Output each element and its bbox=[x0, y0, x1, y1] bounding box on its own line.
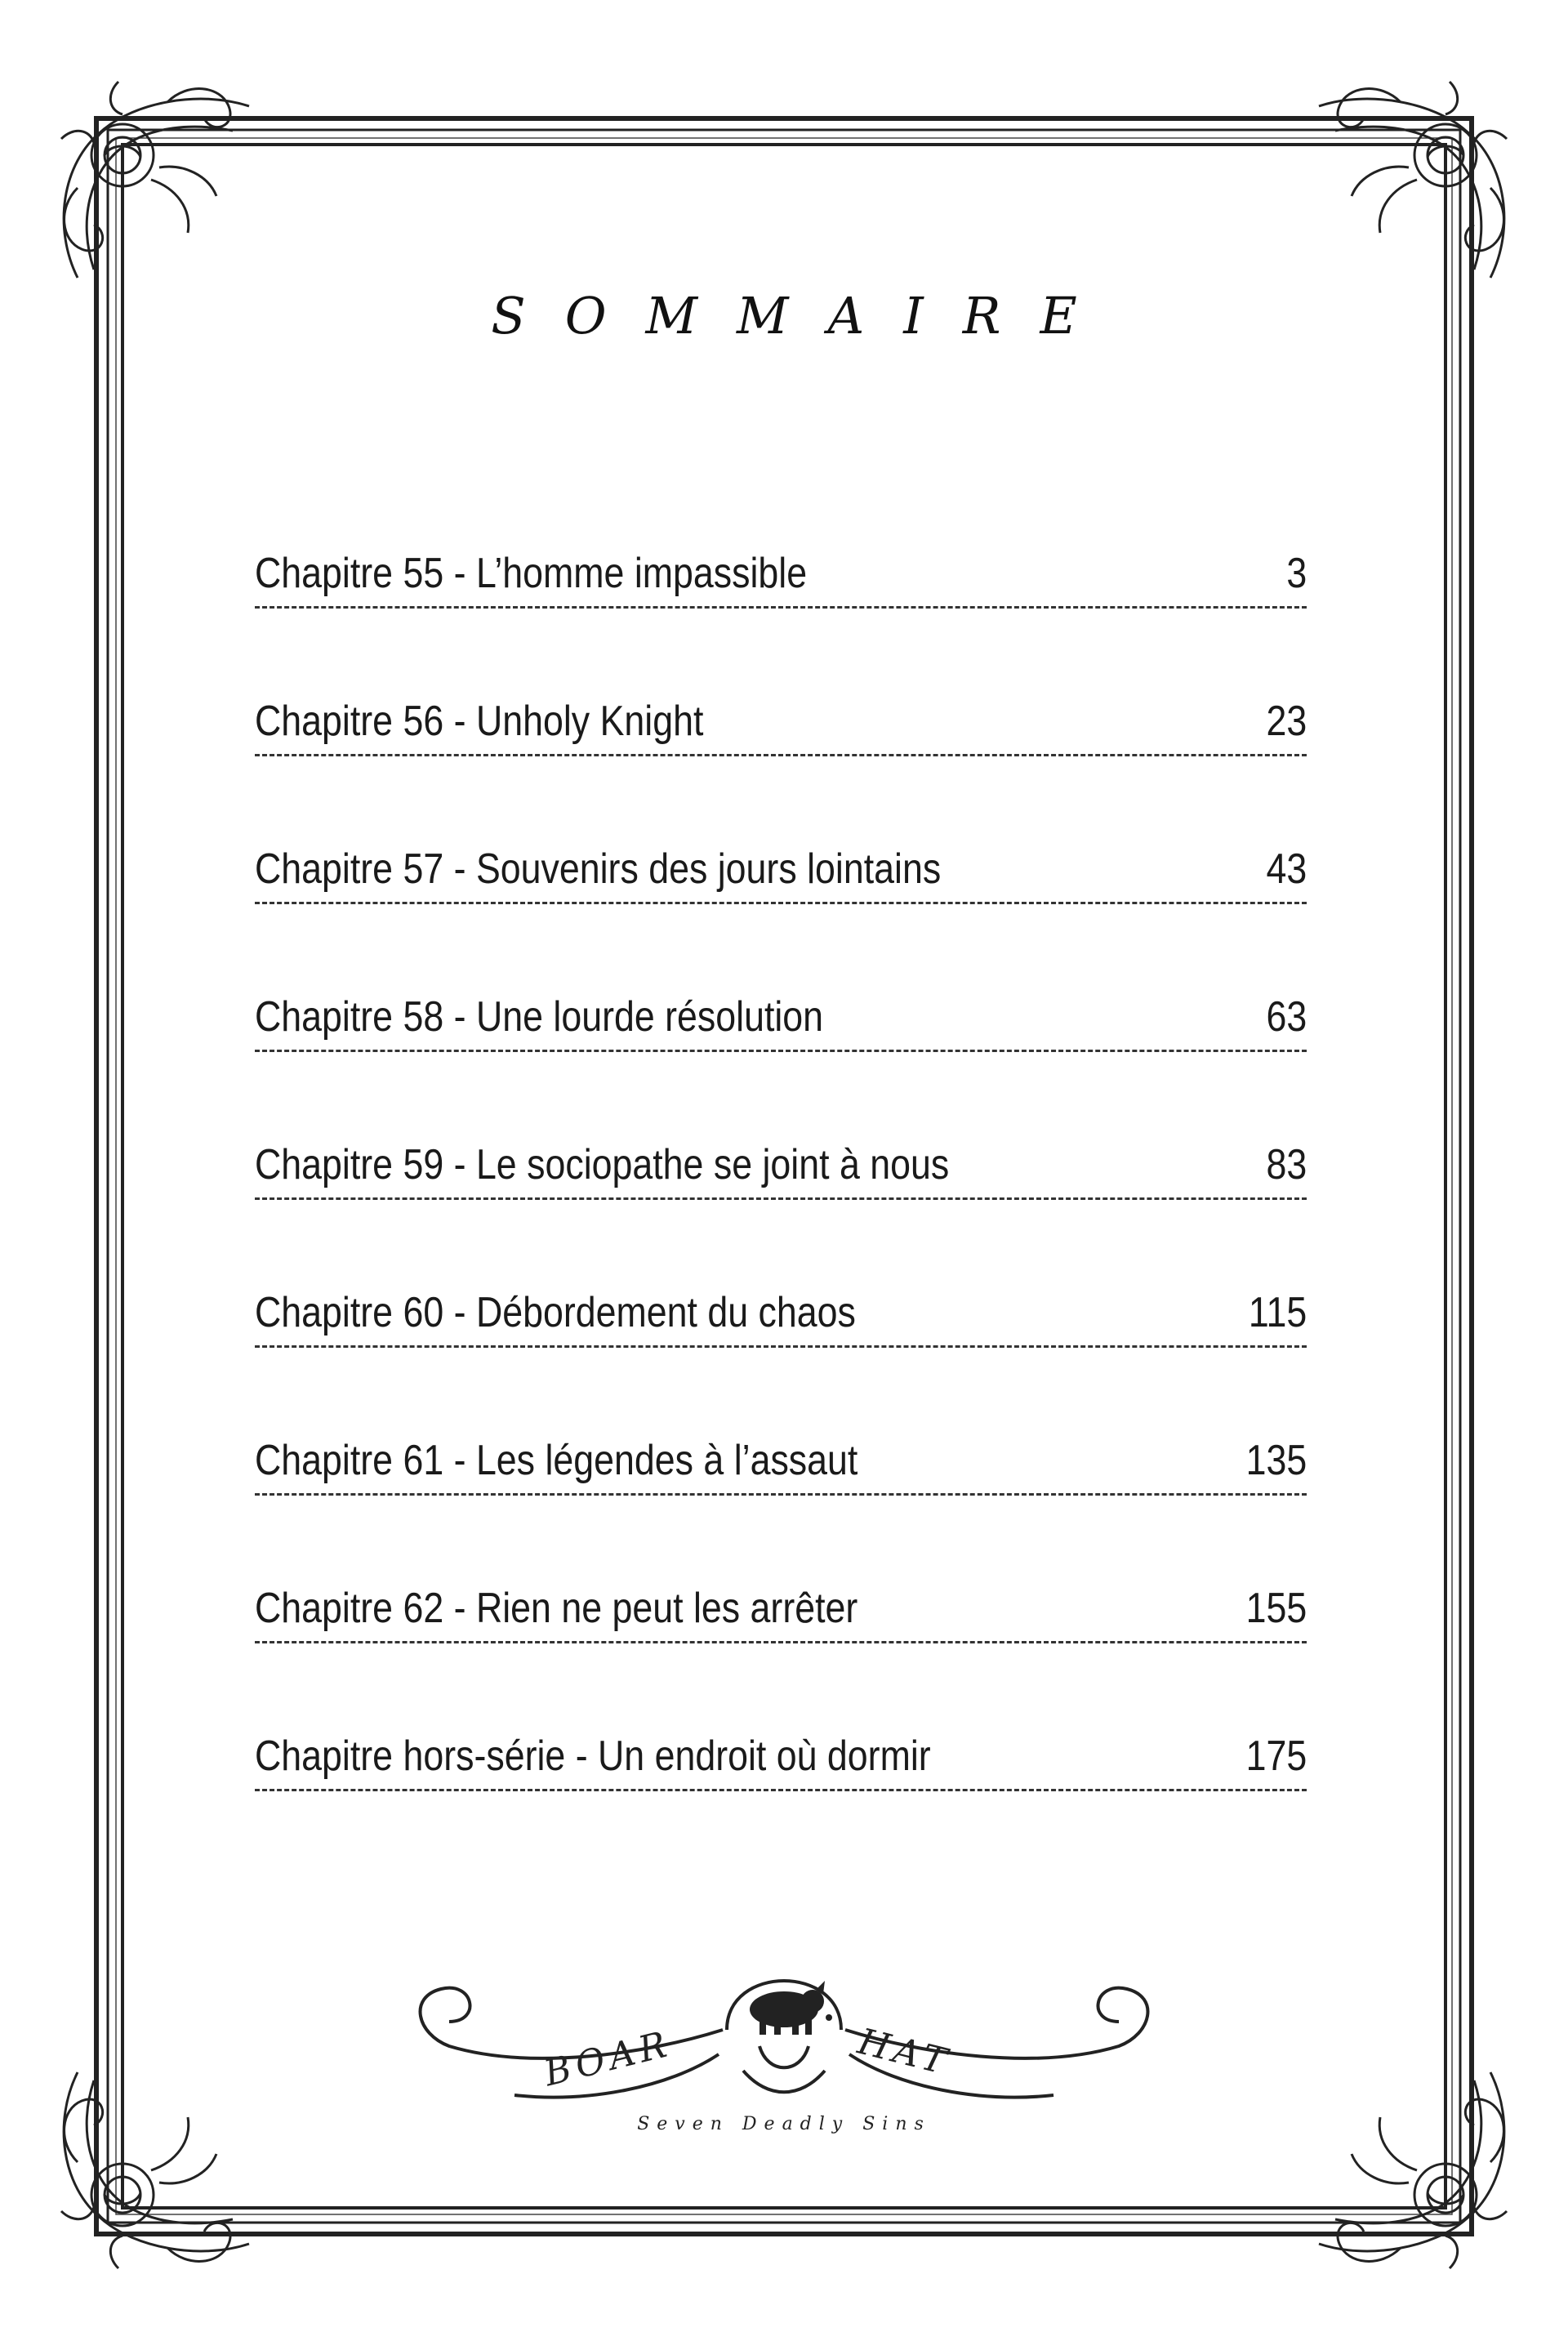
dashed-leader bbox=[255, 1493, 1307, 1496]
toc-entry-label: Chapitre 56 - Unholy Knight bbox=[255, 698, 704, 745]
toc-entry-page: 43 bbox=[1266, 845, 1307, 893]
page-title: SOMMAIRE bbox=[491, 286, 1116, 346]
toc-entry[interactable] bbox=[255, 976, 1307, 1124]
toc-entry-page: 63 bbox=[1266, 993, 1307, 1041]
logo-subtitle: Seven Deadly Sins bbox=[637, 2114, 931, 2134]
toc-entry[interactable] bbox=[255, 1272, 1307, 1420]
boar-hat-logo bbox=[400, 1932, 1168, 2169]
toc-entry-page: 155 bbox=[1245, 1585, 1307, 1632]
dashed-leader bbox=[255, 902, 1307, 904]
dashed-leader bbox=[255, 1789, 1307, 1791]
toc-entry-page: 23 bbox=[1266, 698, 1307, 745]
dashed-leader bbox=[255, 1641, 1307, 1643]
toc-entry-label: Chapitre hors-série - Un endroit où dormir bbox=[255, 1732, 931, 1780]
corner-ornament-top-left bbox=[45, 65, 290, 310]
toc-entry-page: 135 bbox=[1245, 1437, 1307, 1484]
table-of-contents bbox=[255, 533, 1307, 1863]
toc-entry-page: 175 bbox=[1245, 1732, 1307, 1780]
corner-ornament-top-right bbox=[1278, 65, 1523, 310]
toc-entry[interactable] bbox=[255, 1420, 1307, 1567]
corner-ornament-bottom-left bbox=[45, 2040, 290, 2285]
dashed-leader bbox=[255, 1050, 1307, 1052]
logo-word-hat: HAT bbox=[853, 2020, 956, 2085]
toc-entry-label: Chapitre 59 - Le sociopathe se joint à nous bbox=[255, 1141, 950, 1188]
toc-entry-page: 83 bbox=[1266, 1141, 1307, 1188]
toc-entry[interactable] bbox=[255, 533, 1307, 680]
toc-entry-label: Chapitre 60 - Débordement du chaos bbox=[255, 1289, 856, 1336]
logo-word-boar: BOAR bbox=[540, 2022, 675, 2095]
toc-entry-label: Chapitre 55 - L’homme impassible bbox=[255, 550, 808, 597]
toc-entry-label: Chapitre 58 - Une lourde résolution bbox=[255, 993, 824, 1041]
toc-entry-page: 115 bbox=[1248, 1289, 1307, 1336]
toc-entry-page: 3 bbox=[1286, 550, 1307, 597]
pig-icon bbox=[750, 1981, 832, 2035]
corner-ornament-bottom-right bbox=[1278, 2040, 1523, 2285]
dashed-leader bbox=[255, 1345, 1307, 1348]
toc-entry-label: Chapitre 57 - Souvenirs des jours lointains bbox=[255, 845, 942, 893]
dashed-leader bbox=[255, 1197, 1307, 1200]
toc-entry-label: Chapitre 61 - Les légendes à l’assaut bbox=[255, 1437, 858, 1484]
toc-entry[interactable] bbox=[255, 1567, 1307, 1715]
toc-entry[interactable] bbox=[255, 1124, 1307, 1272]
toc-entry[interactable] bbox=[255, 1715, 1307, 1863]
toc-entry[interactable] bbox=[255, 828, 1307, 976]
dashed-leader bbox=[255, 754, 1307, 756]
toc-entry-label: Chapitre 62 - Rien ne peut les arrêter bbox=[255, 1585, 858, 1632]
dashed-leader bbox=[255, 606, 1307, 609]
toc-entry[interactable] bbox=[255, 680, 1307, 828]
